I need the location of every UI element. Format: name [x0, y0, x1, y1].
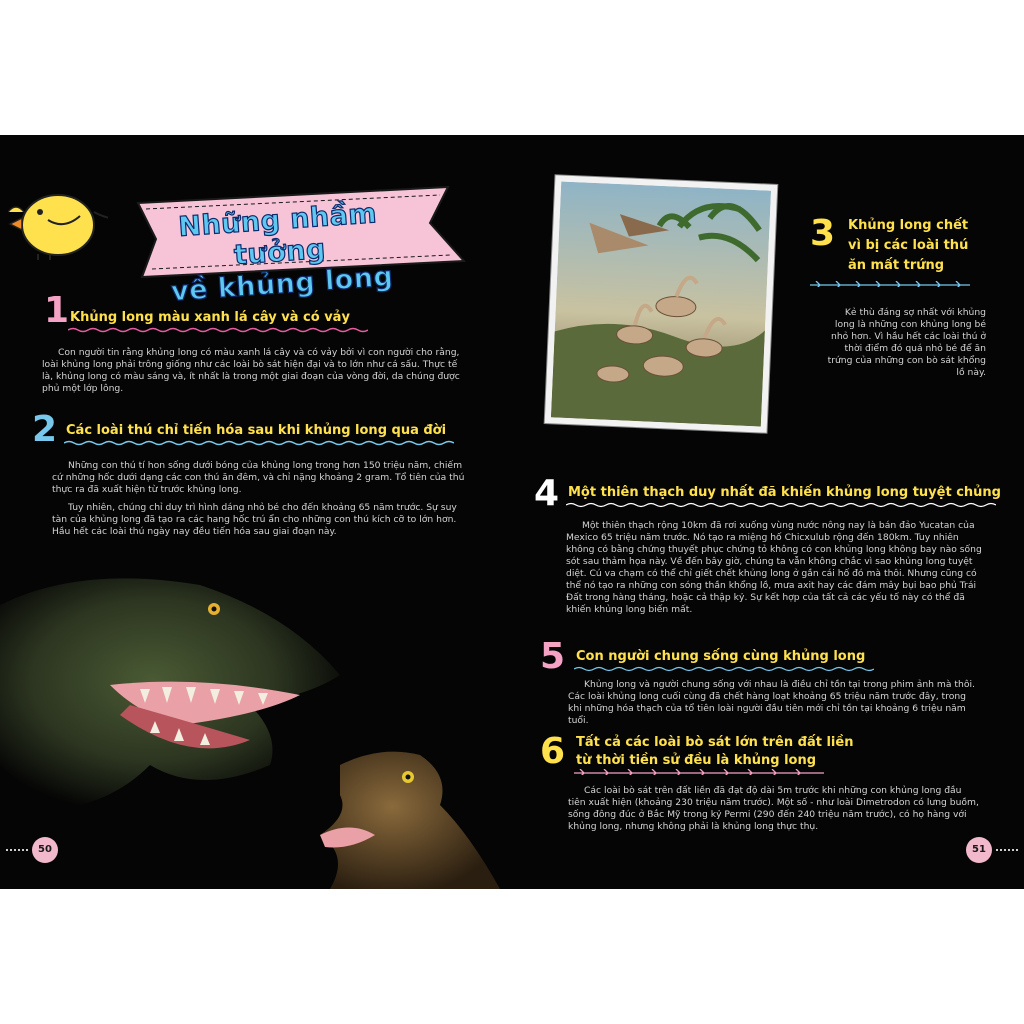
section-4-heading-text: Một thiên thạch duy nhất đã khiến khủng long tuyệt chủng: [568, 485, 1001, 500]
page-number-left: 50: [32, 837, 58, 863]
section-5-heading-text: Con người chung sống cùng khủng long: [576, 649, 866, 664]
section-4-number: 4: [534, 473, 560, 514]
section-4-heading: [568, 485, 1001, 501]
squiggle-divider: [574, 769, 824, 775]
section-2-paragraph-1: Những con thú tí hon sống dưới bóng của khủng long trong hơn 150 triệu năm, chiếm cứ những hốc dưới dạng các con thú ăn đêm, và chỉ nặng khoảng 2 gram. Tổ tiên của thú thực ra đã xuất hiện từ trước khủng long.: [52, 460, 465, 495]
dinosaur-photo: [545, 175, 778, 432]
section-1-number: 1: [44, 290, 70, 331]
section-6-heading-line-1: Tất cả các loài bò sát lớn trên đất liền: [576, 735, 854, 750]
section-2-paragraph-2: Tuy nhiên, chúng chỉ duy trì hình dáng nhỏ bé cho đến khoảng 65 năm trước. Sự suy tàn của khủng long đã tạo ra các hang hốc trú ẩn cho những con thú kích cỡ to lớn hơn. Hầu hết các loài thú ngày nay đều tiến hóa sau giai đoạn này.: [52, 502, 457, 537]
section-5-number: 5: [540, 636, 566, 677]
title-line-1: Những nhầm tưởng: [177, 198, 378, 272]
section-2-heading-text: Các loài thú chỉ tiến hóa sau khi khủng long qua đời: [66, 423, 447, 438]
section-1-heading: [70, 310, 350, 326]
section-4-paragraph: Một thiên thạch rộng 10km đã rơi xuống vùng nước nông nay là bán đảo Yucatan của Mexico 65 triệu năm trước. Nó tạo ra miệng hố Chicxulub rộng đến 180km. Tuy nhiên không có bằng chứng thuyết phục chứng tỏ không có con khủng long không bay nào sống sót sau thảm họa này. Về đến bây giờ, chúng ta vẫn không chắc vì sao khủng long tuyệt diệt. Cú va chạm có thể chỉ giết chết khủng long ở gần cái hố đó mà thôi. Nhưng cũng có thể nó tạo ra những con sóng thần khổng lồ, mưa axit hay các đám mây bụi bao phủ Trái Đất trong hàng tháng, hoặc cả thập kỷ. Sự kết hợp của tất cả các yếu tố này có thể đã khiến khủng long biến mất.: [566, 520, 982, 615]
section-3-heading-line-3: ăn mất trứng: [848, 258, 945, 273]
section-6-heading: [576, 734, 853, 770]
title-line-2: về khủng long: [170, 261, 395, 308]
section-3-heading-line-1: Khủng long chết: [848, 218, 969, 233]
section-3-paragraph: Kẻ thù đáng sợ nhất với khủng long là những con khủng long bé nhỏ hơn. Vì hầu hết các loài thú ở thời điểm đó quá nhỏ bé để ăn trứng của những con bò sát khổng lồ này.: [827, 307, 986, 378]
squiggle-divider: [566, 502, 996, 508]
section-2-number: 2: [32, 409, 58, 450]
bird-mascot-icon: [8, 190, 108, 264]
page-number-right: 51: [966, 837, 992, 863]
squiggle-divider: [68, 327, 368, 333]
page-number-dots: [6, 849, 28, 853]
section-5-heading: [576, 649, 865, 665]
section-5-paragraph: Khủng long và người chung sống với nhau là điều chỉ tồn tại trong phim ảnh mà thôi. Các loài khủng long cuối cùng đã chết hàng loạt khoảng 65 triệu năm trước đây, trong khi những hóa thạch của tổ tiên loài người đầu tiên mới chỉ tồn tại khoảng 6 triệu năm tuổi.: [568, 679, 975, 726]
squiggle-divider: [574, 666, 874, 672]
title-ribbon: [130, 185, 470, 308]
squiggle-divider: [810, 281, 970, 287]
section-6-paragraph: Các loài bò sát trên đất liền đã đạt độ dài 5m trước khi những con khủng long đầu tiên xuất hiện (khoảng 230 triệu năm trước). Một số - như loài Dimetrodon có lưng buồm, sống đông đúc ở Bắc Mỹ trong kỷ Permi (290 đến 240 triệu năm trước), có họ hàng với khủng long, nhưng không phải là khủng long thực thụ.: [568, 785, 979, 832]
book-spread: [0, 135, 1024, 889]
section-2-heading: [66, 423, 446, 439]
section-1-heading-text: Khủng long màu xanh lá cây và có vảy: [70, 310, 350, 325]
section-3-heading: [848, 216, 968, 276]
section-3-number: 3: [810, 213, 836, 254]
squiggle-divider: [64, 440, 454, 446]
section-6-number: 6: [540, 731, 566, 772]
page-number-dots: [996, 849, 1018, 853]
page-title: [127, 195, 433, 312]
section-1-paragraph: Con người tin rằng khủng long có màu xanh lá cây và có vảy bởi vì con người cho rằng, loài khủng long phải trông giống như các loài bò sát hiện đại và to lớn như cá sấu. Thực tế là, khủng long có màu sáng và, ít nhất là trong một giai đoạn của vòng đời, da chúng được phủ một lớp lông.: [42, 347, 460, 394]
section-6-heading-line-2: từ thời tiền sử đều là khủng long: [576, 753, 817, 768]
t-rex-image: [0, 565, 520, 889]
section-3-heading-line-2: vì bị các loài thú: [848, 238, 969, 253]
